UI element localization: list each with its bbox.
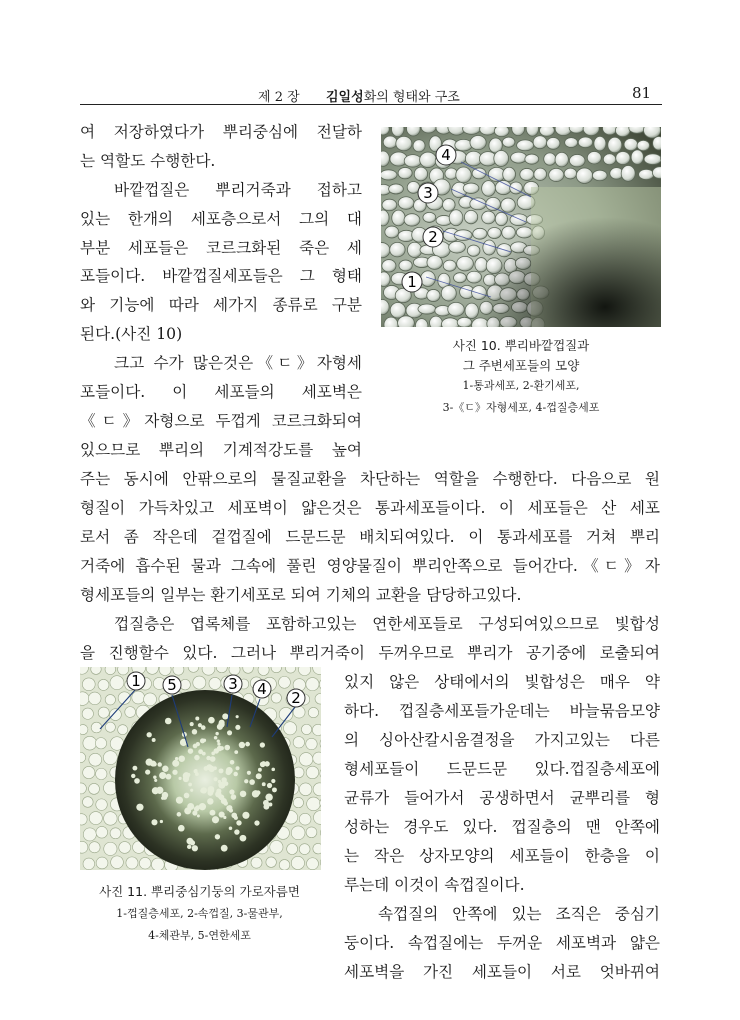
body-line: 로서 좀 작은데 겉껍질에 드문드문 배치되여있다. 이 통과세포를 거쳐 뿌리 bbox=[80, 528, 660, 546]
marker-1: 1 bbox=[131, 672, 141, 690]
body-line: 크고 수가 많은것은《ㄷ》자형세 bbox=[114, 354, 362, 372]
photo-11-legend-line2: 4-체관부, 5-연한세포 bbox=[148, 929, 251, 942]
photo-10-micrograph bbox=[381, 127, 661, 327]
body-line: 형세포들의 일부는 환기세포로 되여 기체의 교환을 담당하고있다. bbox=[80, 586, 522, 604]
marker-5: 5 bbox=[167, 676, 177, 694]
body-line: 있는 한개의 세포층으로서 그의 대 bbox=[80, 210, 362, 228]
photo-10-legend-line1: 1-통과세포, 2-환기세포, bbox=[462, 379, 580, 392]
body-line: 포들이다. 이 세포들의 세포벽은 bbox=[80, 383, 362, 401]
body-line: 형세포들이 드문드문 있다.껍질층세포에 bbox=[344, 760, 660, 778]
body-line: 의 싱아산칼시움결정을 가지고있는 다른 bbox=[344, 731, 660, 749]
marker-4: 4 bbox=[257, 680, 267, 698]
body-line: 있으므로 뿌리의 기계적강도를 높여 bbox=[80, 441, 362, 459]
header-rule bbox=[80, 104, 662, 105]
photo-11-micrograph bbox=[80, 667, 321, 870]
photo-10-title-line1: 사진 10. 뿌리바깥껍질과 bbox=[452, 338, 590, 353]
marker-4: 4 bbox=[441, 146, 451, 164]
body-line: 형질이 가득차있고 세포벽이 얇은것은 통과세포들이다. 이 세포들은 산 세포 bbox=[80, 499, 660, 517]
marker-2: 2 bbox=[291, 689, 301, 707]
body-line: 는 작은 상자모양의 세포들이 한층을 이 bbox=[344, 847, 660, 865]
chapter-label: 제 2 장 bbox=[258, 90, 300, 105]
body-line: 주는 동시에 안팎으로의 물질교환을 차단하는 역할을 수행한다. 다음으로 원 bbox=[80, 470, 660, 488]
photo-11-legend-line1: 1-껍질층세포, 2-속껍질, 3-물관부, bbox=[116, 907, 283, 920]
body-line: 루는데 이것이 속껍질이다. bbox=[344, 876, 525, 894]
body-line: 을 진행할수 있다. 그러나 뿌리거죽이 두꺼우므로 뿌리가 공기중에 로출되여 bbox=[80, 644, 660, 662]
chapter-title bbox=[326, 86, 460, 105]
body-line: 속껍질의 안쪽에 있는 조직은 중심기 bbox=[378, 905, 660, 923]
body-line: 껍질층은 엽록체를 포함하고있는 연한세포들로 구성되여있으므로 빛합성 bbox=[114, 615, 660, 633]
marker-1: 1 bbox=[407, 273, 417, 291]
body-line: 성하는 경우도 있다. 껍질층의 맨 안쪽에 bbox=[344, 818, 660, 836]
page-number: 81 bbox=[632, 84, 652, 102]
chapter-title-bold: 김일성 bbox=[326, 90, 364, 105]
marker-3: 3 bbox=[423, 184, 433, 202]
chapter-title-rest: 화의 형태와 구조 bbox=[363, 90, 460, 105]
body-line: 거죽에 흡수된 물과 그속에 풀린 영양물질이 뿌리안쪽으로 들어간다.《ㄷ》자 bbox=[80, 557, 660, 575]
body-line: 바깥껍질은 뿌리거죽과 접하고 bbox=[114, 181, 362, 199]
body-line: 균류가 들어가서 공생하면서 균뿌리를 형 bbox=[344, 789, 660, 807]
photo-11-title: 사진 11. 뿌리중심기둥의 가로자름면 bbox=[99, 884, 300, 899]
body-line: 하다. 껍질층세포들가운데는 바늘묶음모양 bbox=[344, 702, 660, 720]
body-line: 는 역할도 수행한다. bbox=[80, 152, 216, 170]
marker-2: 2 bbox=[428, 228, 438, 246]
body-line: 부분 세포들은 코르크화된 죽은 세 bbox=[80, 239, 362, 257]
photo-10-title-line2: 그 주변세포들의 모양 bbox=[462, 358, 580, 373]
body-line: 와 기능에 따라 세가지 종류로 구분 bbox=[80, 296, 362, 314]
body-line: 세포벽을 가진 세포들이 서로 엇바뀌여 bbox=[344, 963, 660, 981]
photo-10-legend-line2: 3-《ㄷ》자형세포, 4-껍질층세포 bbox=[442, 401, 600, 414]
body-line: 둥이다. 속껍질에는 두꺼운 세포벽과 얇은 bbox=[344, 934, 660, 952]
body-line: 《ㄷ》자형으로 두껍게 코르크화되여 bbox=[80, 412, 362, 430]
marker-3: 3 bbox=[228, 675, 238, 693]
body-line: 포들이다. 바깥껍질세포들은 그 형태 bbox=[80, 267, 362, 285]
body-line: 된다.(사진 10) bbox=[80, 325, 183, 343]
photo-11-image bbox=[80, 667, 321, 870]
body-line: 있지 않은 상태에서의 빛합성은 매우 약 bbox=[344, 673, 660, 691]
photo-10-image bbox=[381, 127, 661, 327]
body-line: 여 저장하였다가 뿌리중심에 전달하 bbox=[80, 123, 362, 141]
